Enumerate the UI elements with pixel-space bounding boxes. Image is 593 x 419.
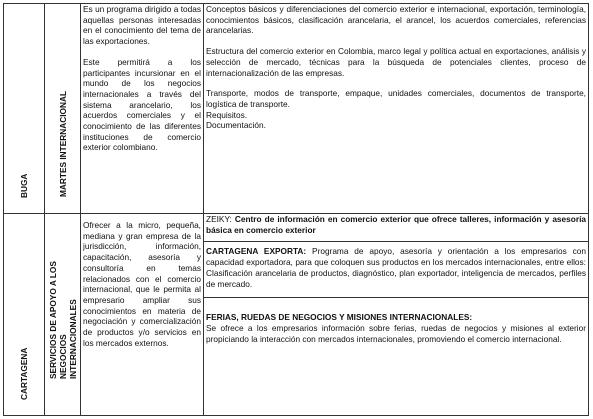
service-title: FERIAS, RUEDAS DE NEGOCIOS Y MISIONES INTERNACIONALES: xyxy=(206,312,473,323)
category-label: MARTES INTERNACIONAL xyxy=(57,90,68,197)
program-description-cell xyxy=(81,4,204,214)
category-label: SERVICIOS DE APOYO A LOS NEGOCIOS INTERNACIONALES xyxy=(47,261,78,379)
content-paragraph: Documentación. xyxy=(206,120,266,131)
city-cell xyxy=(4,214,45,416)
service-title: Centro de información en comercio exterior que ofrece talleres, información y asesoría básica en comercio exterior xyxy=(206,214,586,235)
table-row xyxy=(4,4,589,214)
service-title-normal: ZEIKY: xyxy=(206,214,235,224)
program-paragraph: Ofrecer a la micro, pequeña, mediana y gran empresa de la jurisdicción, información, capacitación, asesoría y consultoría en temas relacionados con el comercio internacional, que le permita al empresario ampliar sus conocimientos en materia de negociación y comercialización de productos y/o servicios en los mercados externos. xyxy=(83,220,201,348)
service-body: Se ofrece a los empresarios información sobre ferias, ruedas de negocios y misiones al exterior propiciando la interacción con mercados internacionales, promoviendo el comercio internacional. xyxy=(206,322,586,344)
content-cell xyxy=(204,4,589,214)
program-description-cell xyxy=(81,214,204,416)
programs-table xyxy=(3,3,589,416)
city-cell xyxy=(4,4,45,214)
services-cell xyxy=(204,214,589,416)
service-block xyxy=(204,241,588,297)
city-label: BUGA xyxy=(19,173,29,198)
program-paragraph: Este permitirá a los participantes incursionar en el mundo de los negocios internacionales a través del sistema arancelario, los acuerdos comerciales y el conocimiento de las diferentes instituciones de comercio exterior colombiano. xyxy=(83,56,201,153)
content-paragraph: Requisitos. xyxy=(206,109,248,120)
service-block xyxy=(204,297,588,348)
table-row xyxy=(4,214,589,416)
service-body: Programa de apoyo, asesoría y orientación a los empresarios con capacidad exportadora, para que coloquen sus productos en los mercados internacionales, entre ellos: Clasificación arancelaria de productos, diagnóstico, plan exportador, inteligencia de mercados, perfiles de mercado. xyxy=(206,246,586,289)
content-paragraph: Estructura del comercio exterior en Colombia, marco legal y política actual en exportaciones, análisis y selección de mercado, técnicas para la búsqueda de potenciales clientes, proceso de internacionalización de las empresas. xyxy=(206,46,586,78)
content-paragraph: Transporte, modos de transporte, empaque, unidades comerciales, documentos de transporte, logística de transporte. xyxy=(206,88,586,109)
program-paragraph: Es un programa dirigido a todas aquellas personas interesadas en el conocimiento del tema de las exportaciones. xyxy=(83,4,201,47)
city-label: CARTAGENA xyxy=(19,347,29,400)
content-paragraph: Conceptos básicos y diferenciaciones del comercio exterior e internacional, exportación, terminología, conocimientos básicos, clasificación arancelaria, el arancel, los acuerdos comerciales, referencias arancelarias. xyxy=(206,4,586,36)
category-cell xyxy=(45,4,81,214)
category-cell xyxy=(45,214,81,416)
service-block xyxy=(204,214,588,241)
service-title: CARTAGENA EXPORTA: xyxy=(206,246,307,257)
